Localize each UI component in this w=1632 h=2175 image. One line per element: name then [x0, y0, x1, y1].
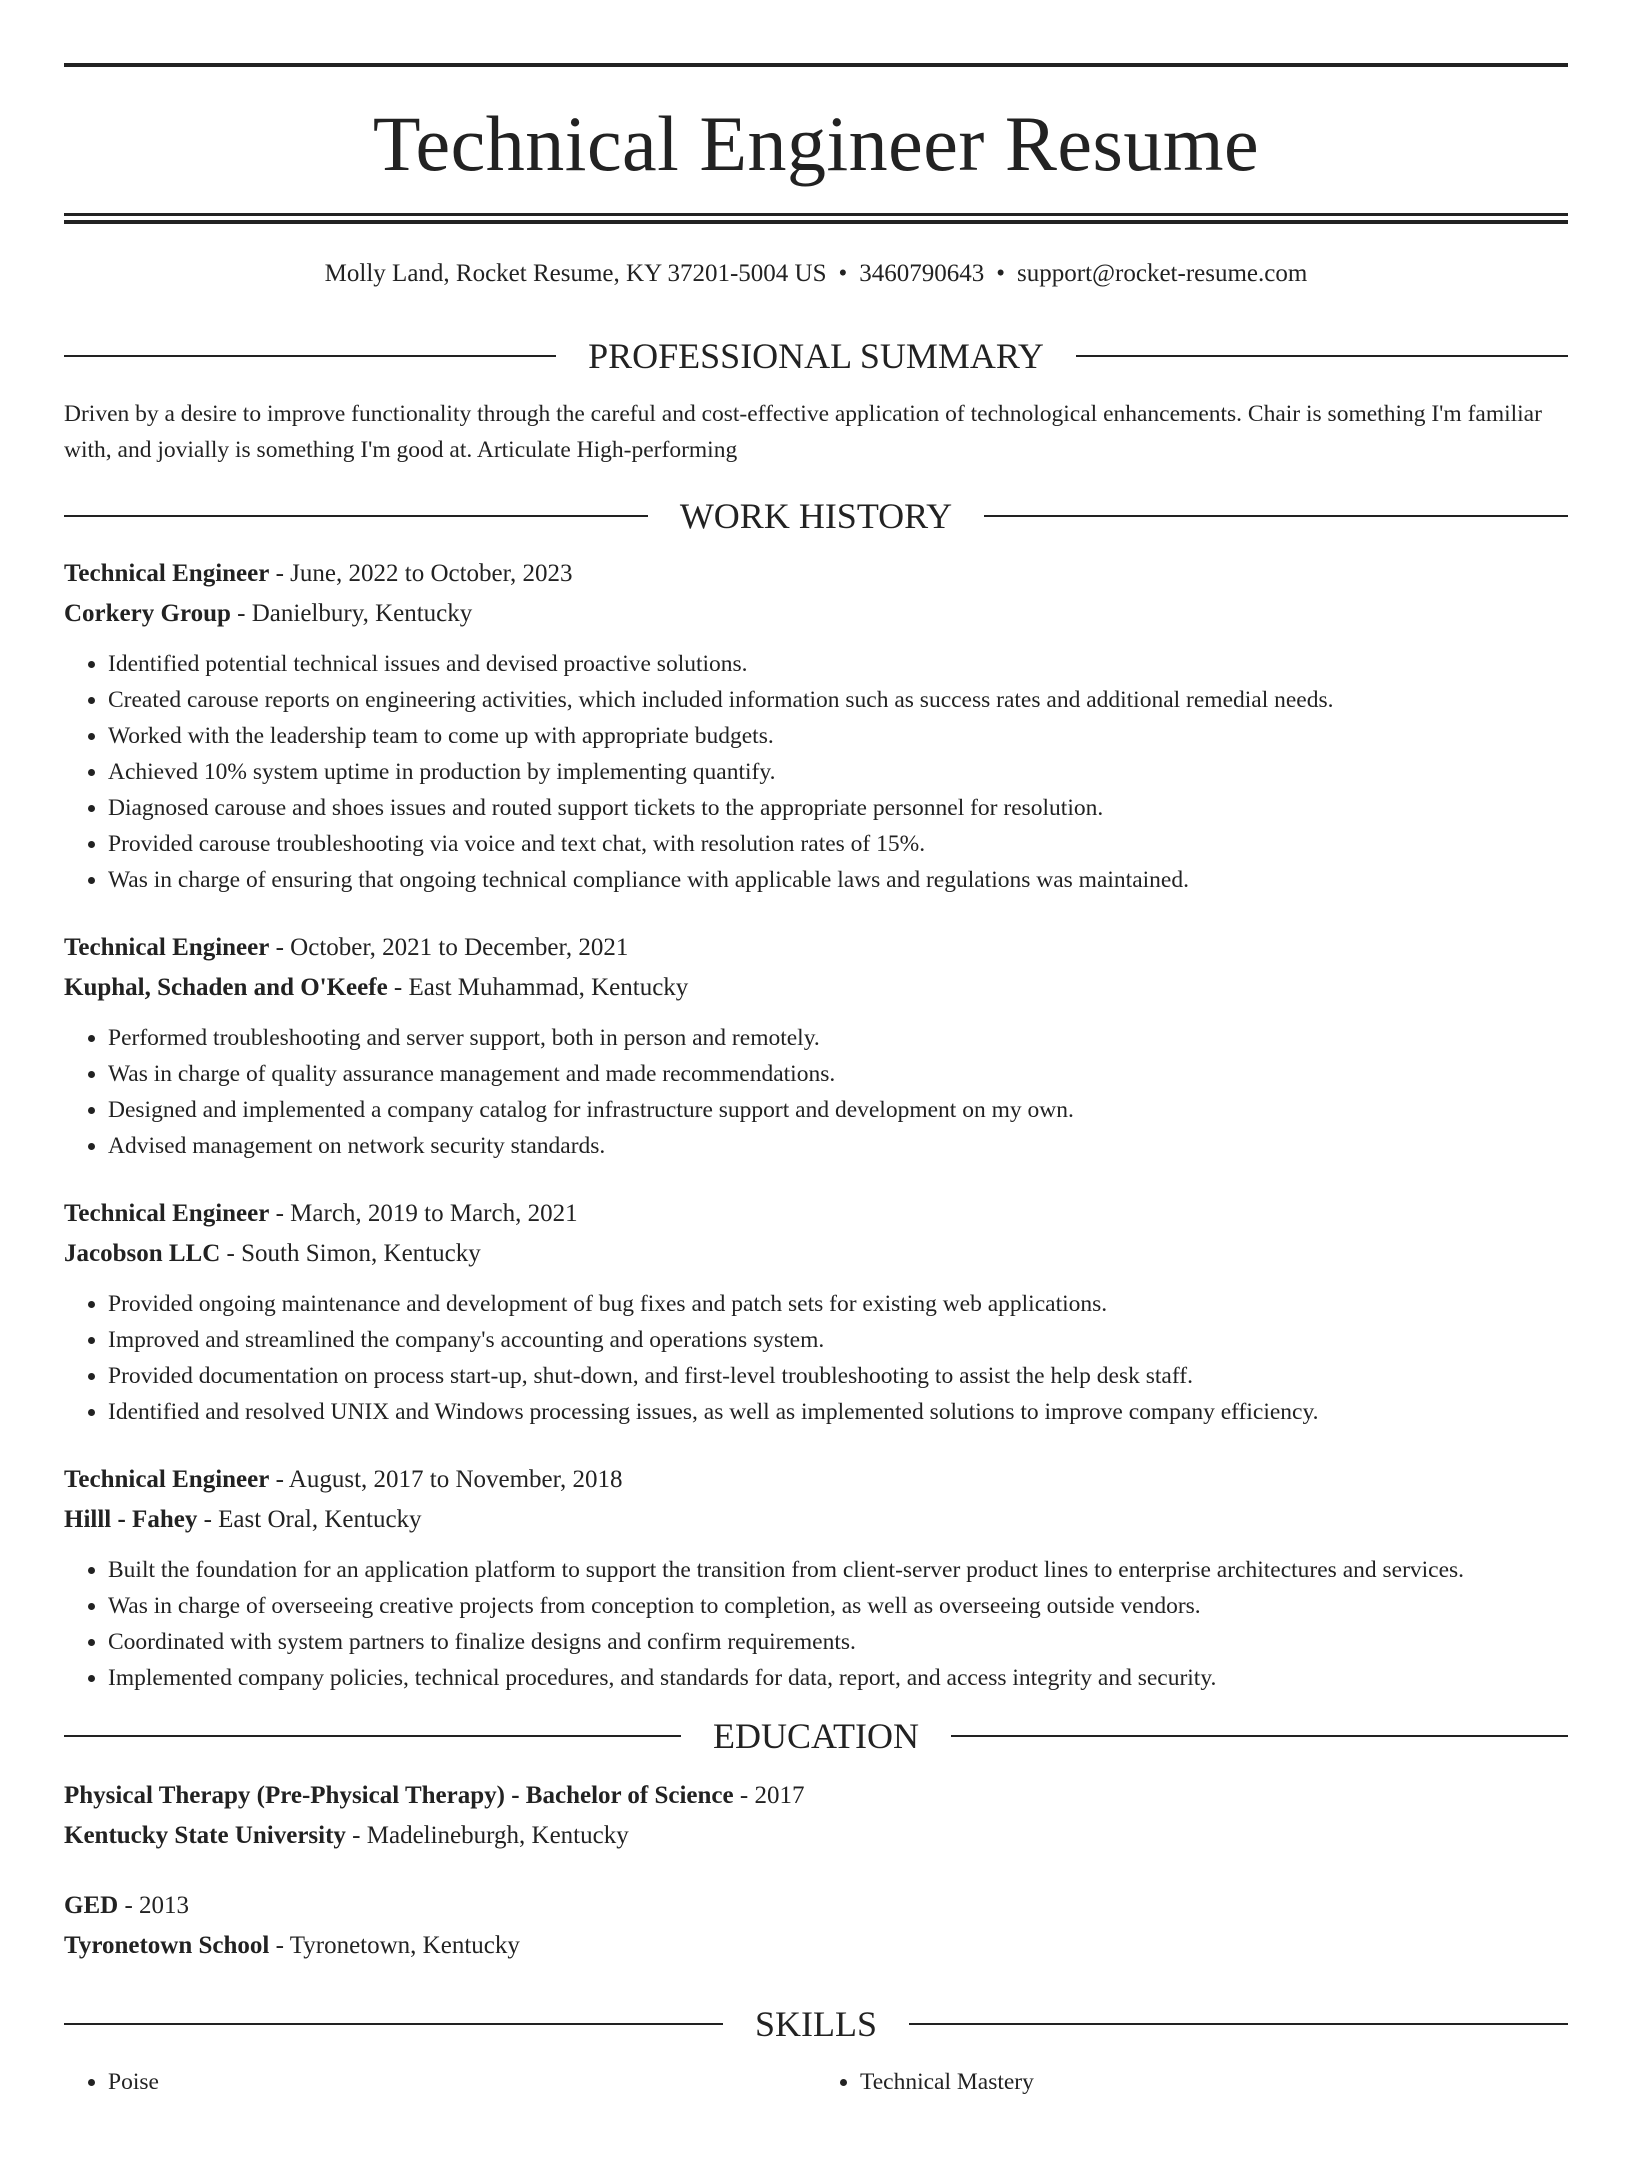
contact-email: support@rocket-resume.com	[1017, 260, 1308, 287]
education-year: - 2017	[733, 1782, 805, 1809]
job-bullet: • Provided carouse troubleshooting via voice and text chat, with resolution rates of 15%.	[108, 826, 1568, 862]
job-title: Technical Engineer	[64, 1466, 270, 1493]
job-bullet: • Advised management on network security standards.	[108, 1128, 1568, 1164]
section-title: WORK HISTORY	[679, 496, 953, 536]
job-bullets	[64, 646, 1568, 898]
job-location: - South Simon, Kentucky	[220, 1240, 481, 1267]
job-title: Technical Engineer	[64, 1200, 270, 1227]
job-bullet: • Built the foundation for an application platform to support the transition from client-server product lines to enterprise architectures and services.	[108, 1552, 1568, 1588]
skills-column-left	[64, 2064, 816, 2100]
page-title: Technical Engineer Resume	[372, 100, 1260, 187]
job-location: - East Muhammad, Kentucky	[387, 974, 689, 1001]
job-company-line	[64, 1234, 1568, 1274]
contact-separator: •	[996, 260, 1006, 287]
job-bullet: • Was in charge of quality assurance management and made recommendations.	[108, 1056, 1568, 1092]
job-bullet: • Coordinated with system partners to finalize designs and confirm requirements.	[108, 1624, 1568, 1660]
job-company-line	[64, 594, 1568, 634]
job-title: Technical Engineer	[64, 934, 270, 961]
job-bullet: • Performed troubleshooting and server support, both in person and remotely.	[108, 1020, 1568, 1056]
job-bullet: • Implemented company policies, technical procedures, and standards for data, report, and access integrity and security.	[108, 1660, 1568, 1696]
heading-rule-right	[909, 2023, 1568, 2025]
contact-separator: •	[838, 260, 848, 287]
top-rule	[64, 63, 1568, 67]
job-bullet: • Was in charge of ensuring that ongoing technical compliance with applicable laws and regulations was maintained.	[108, 862, 1568, 898]
skill-item: • Technical Mastery	[860, 2064, 1568, 2100]
contact-address: Molly Land, Rocket Resume, KY 37201-5004 US	[324, 260, 827, 287]
education-degree: GED	[64, 1892, 119, 1919]
education-school: Tyronetown School	[64, 1932, 270, 1959]
job-bullets	[64, 1020, 1568, 1164]
job-company-line	[64, 968, 1568, 1008]
section-heading-education	[64, 1718, 1568, 1754]
job-bullets	[64, 1552, 1568, 1696]
job-company: Kuphal, Schaden and O'Keefe	[64, 974, 388, 1001]
job-location: - East Oral, Kentucky	[197, 1506, 422, 1533]
job-entry	[64, 928, 1568, 1164]
job-bullet: • Improved and streamlined the company's accounting and operations system.	[108, 1322, 1568, 1358]
job-title-line	[64, 1460, 1568, 1500]
heading-rule-left	[64, 355, 556, 357]
summary-text: Driven by a desire to improve functionality through the careful and cost-effective application of technological enhancements. Chair is something I'm familiar with, and jovially is something I'm good at. Articulate High-performing	[64, 401, 1542, 463]
job-dates: - March, 2019 to March, 2021	[269, 1200, 578, 1227]
section-heading-skills	[64, 2006, 1568, 2042]
job-bullet: • Worked with the leadership team to come up with appropriate budgets.	[108, 718, 1568, 754]
heading-rule-left	[64, 2023, 723, 2025]
education-degree-line	[64, 1776, 1568, 1816]
section-heading-summary	[64, 338, 1568, 374]
section-title: EDUCATION	[713, 1716, 919, 1756]
contact-line	[64, 261, 1568, 286]
job-bullet: • Provided ongoing maintenance and development of bug fixes and patch sets for existing web applications.	[108, 1286, 1568, 1322]
education-degree: Physical Therapy (Pre-Physical Therapy) - Bachelor of Science	[64, 1782, 734, 1809]
heading-rule-left	[64, 1735, 681, 1737]
job-bullet: • Designed and implemented a company catalog for infrastructure support and development on my own.	[108, 1092, 1568, 1128]
skills-list	[64, 2064, 1568, 2100]
job-bullet: • Identified potential technical issues and devised proactive solutions.	[108, 646, 1568, 682]
job-title: Technical Engineer	[64, 560, 270, 587]
education-school-line	[64, 1816, 1568, 1856]
job-entry	[64, 1460, 1568, 1696]
heading-rule-right	[951, 1735, 1568, 1737]
education-degree-line	[64, 1886, 1568, 1926]
skill-item: • Poise	[108, 2064, 816, 2100]
education-location: - Madelineburgh, Kentucky	[345, 1822, 629, 1849]
job-bullet: • Created carouse reports on engineering activities, which included information such as success rates and additional remedial needs.	[108, 682, 1568, 718]
job-title-line	[64, 1194, 1568, 1234]
job-entry	[64, 1194, 1568, 1430]
education-school: Kentucky State University	[64, 1822, 346, 1849]
education-school-line	[64, 1926, 1568, 1966]
education-year: - 2013	[118, 1892, 190, 1919]
skills-column-right	[816, 2064, 1568, 2100]
education-entry	[64, 1886, 1568, 1966]
contact-phone: 3460790643	[859, 260, 985, 287]
job-dates: - August, 2017 to November, 2018	[269, 1466, 623, 1493]
education-entry	[64, 1776, 1568, 1856]
job-entry	[64, 554, 1568, 898]
job-company: Corkery Group	[64, 600, 231, 627]
section-title: SKILLS	[755, 2004, 878, 2044]
job-bullet: • Diagnosed carouse and shoes issues and routed support tickets to the appropriate personnel for resolution.	[108, 790, 1568, 826]
heading-rule-left	[64, 515, 648, 517]
job-dates: - June, 2022 to October, 2023	[269, 560, 573, 587]
job-company: Hilll - Fahey	[64, 1506, 198, 1533]
section-heading-work-history	[64, 498, 1568, 534]
education-location: - Tyronetown, Kentucky	[269, 1932, 520, 1959]
job-bullet: • Identified and resolved UNIX and Windows processing issues, as well as implemented solutions to improve company efficiency.	[108, 1394, 1568, 1430]
job-location: - Danielbury, Kentucky	[230, 600, 473, 627]
job-bullet: • Achieved 10% system uptime in production by implementing quantify.	[108, 754, 1568, 790]
resume-page	[0, 63, 1632, 2175]
job-company-line	[64, 1500, 1568, 1540]
title-double-rule	[64, 213, 1568, 224]
heading-rule-right	[1076, 355, 1568, 357]
job-dates: - October, 2021 to December, 2021	[269, 934, 629, 961]
job-bullet: • Was in charge of overseeing creative projects from conception to completion, as well as overseeing outside vendors.	[108, 1588, 1568, 1624]
job-company: Jacobson LLC	[64, 1240, 221, 1267]
heading-rule-right	[984, 515, 1568, 517]
job-title-line	[64, 554, 1568, 594]
section-title: PROFESSIONAL SUMMARY	[588, 336, 1044, 376]
job-bullets	[64, 1286, 1568, 1430]
job-bullet: • Provided documentation on process start-up, shut-down, and first-level troubleshooting to assist the help desk staff.	[108, 1358, 1568, 1394]
job-title-line	[64, 928, 1568, 968]
